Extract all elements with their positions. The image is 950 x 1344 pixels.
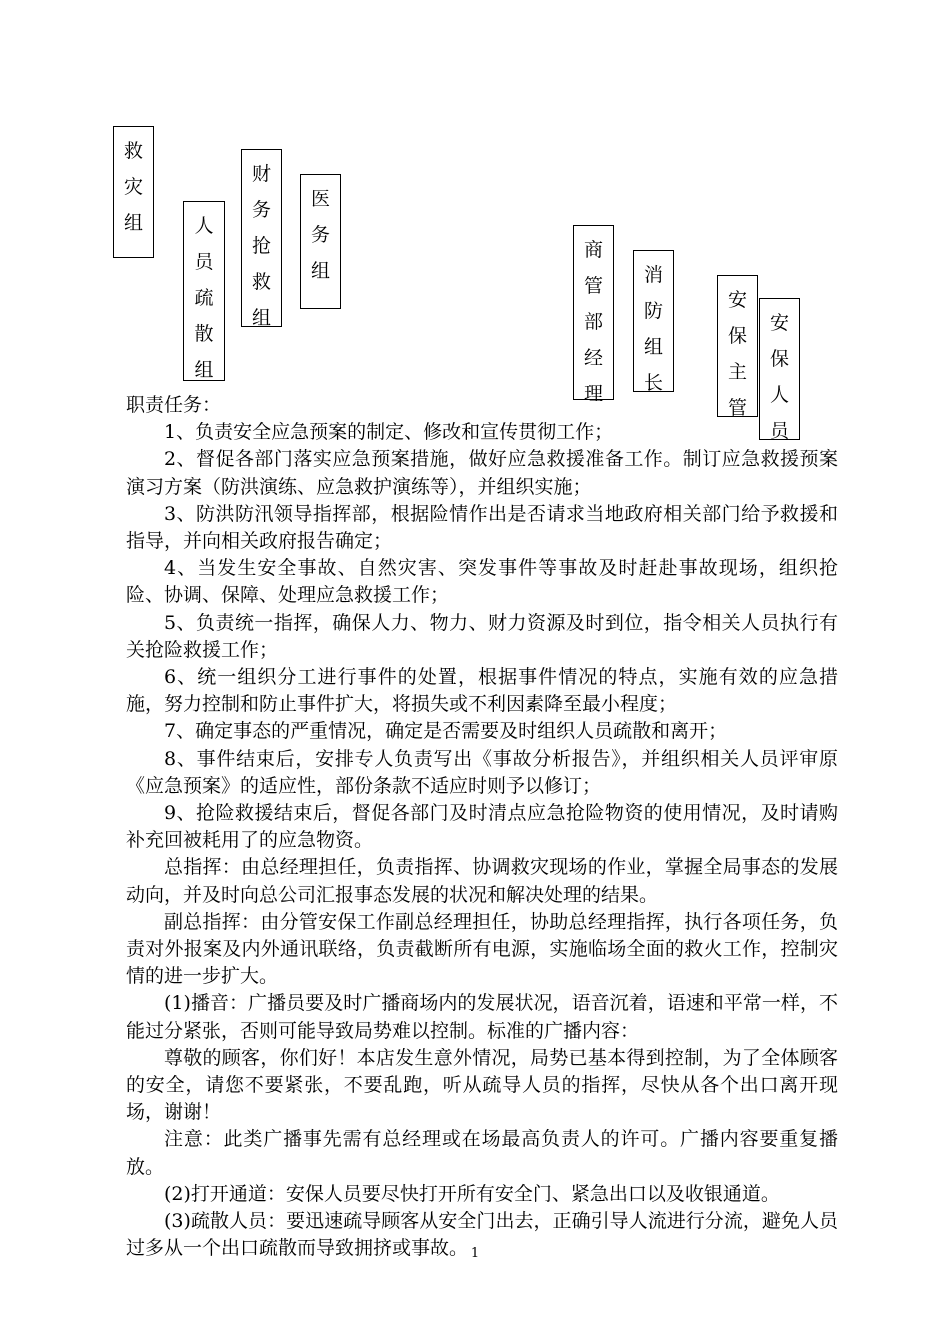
- duty-item-6: 6、统一组织分工进行事件的处置，根据事件情况的特点，实施有效的应急措施，努力控制和防止事件扩大，将损失或不利因素降至最小程度；: [126, 666, 838, 716]
- org-box-char: 组: [310, 260, 330, 282]
- open-passage-paragraph: (2)打开通道：安保人员要尽快打开所有安全门、紧急出口以及收银通道。: [164, 1182, 780, 1205]
- org-box-char: 安: [727, 289, 747, 311]
- org-box-char: 经: [583, 347, 603, 369]
- broadcast-paragraph: (1)播音：广播员要及时广播商场内的发展状况，语音沉着，语速和平常一样，不能过分紧张，否则可能导致局势难以控制。标准的广播内容：: [126, 992, 838, 1042]
- commander-paragraph: 总指挥：由总经理担任，负责指挥、协调救灾现场的作业，掌握全局事态的发展动向，并及时向总公司汇报事态发展的状况和解决处理的结果。: [126, 856, 838, 906]
- org-box-label: [114, 133, 153, 241]
- org-box-char: 保: [727, 325, 747, 347]
- org-box-evacuation-group: [183, 201, 225, 381]
- org-box-char: 管: [583, 275, 603, 297]
- org-box-char: 救: [123, 140, 143, 162]
- org-box-label: [184, 208, 224, 388]
- org-box-char: 组: [251, 307, 271, 329]
- duty-item-9: 9、抢险救援结束后，督促各部门及时清点应急抢险物资的使用情况，及时请购补充回被耗用了的应急物资。: [126, 802, 838, 852]
- org-box-char: 务: [251, 199, 271, 221]
- org-box-char: 散: [194, 323, 214, 345]
- duty-item-5: 5、负责统一指挥，确保人力、物力、财力资源及时到位，指令相关人员执行有关抢险救援工作；: [126, 611, 838, 661]
- org-box-medical-group: [300, 174, 341, 309]
- broadcast-content-paragraph: 尊敬的顾客，你们好！本店发生意外情况，局势已基本得到控制，为了全体顾客的安全，请您不要紧张，不要乱跑，听从疏导人员的指挥，尽快从各个出口离开现场，谢谢！: [126, 1046, 838, 1124]
- org-box-char: 防: [643, 300, 663, 322]
- duty-item-4: 4、当发生安全事故、自然灾害、突发事件等事故及时赶赴事故现场，组织抢险、协调、保障、处理应急救援工作；: [126, 557, 838, 607]
- note-paragraph: 注意：此类广播事先需有总经理或在场最高负责人的许可。广播内容要重复播放。: [126, 1128, 838, 1178]
- duty-item-7: 7、确定事态的严重情况，确定是否需要及时组织人员疏散和离开；: [164, 720, 728, 743]
- org-box-char: 理: [583, 383, 603, 405]
- org-box-label: [301, 181, 340, 289]
- org-box-char: 管: [727, 397, 747, 419]
- org-box-char: 保: [769, 348, 789, 370]
- org-box-char: 务: [310, 224, 330, 246]
- page-number: 1: [470, 1246, 480, 1261]
- org-box-char: 医: [310, 188, 330, 210]
- duty-item-2: 2、督促各部门落实应急预案措施，做好应急救援准备工作。制订应急救援预案演习方案（防洪演练、应急救护演练等），并组织实施；: [126, 448, 838, 498]
- org-box-finance-rescue-group: [241, 149, 282, 327]
- org-box-rescue-group: [113, 126, 154, 258]
- org-box-label: [634, 257, 673, 401]
- org-box-char: 安: [769, 312, 789, 334]
- org-box-char: 消: [643, 264, 663, 286]
- document-body: [126, 392, 838, 1263]
- org-box-char: 救: [251, 271, 271, 293]
- org-box-label: [242, 156, 281, 336]
- org-box-char: 主: [727, 361, 747, 383]
- org-box-char: 商: [583, 239, 603, 261]
- org-box-char: 部: [583, 311, 603, 333]
- duty-item-1: 1、负责安全应急预案的制定、修改和宣传贯彻工作；: [164, 421, 614, 444]
- org-box-char: 员: [194, 251, 214, 273]
- org-box-char: 人: [194, 215, 214, 237]
- org-box-label: [574, 232, 613, 412]
- evacuation-paragraph: (3)疏散人员：要迅速疏导顾客从安全门出去，正确引导人流进行分流，避免人员过多从一个出口疏散而导致拥挤或事故。: [126, 1210, 838, 1260]
- org-box-char: 疏: [194, 287, 214, 309]
- duty-item-3: 3、防洪防汛领导指挥部，根据险情作出是否请求当地政府相关部门给予救援和指导，并向相关政府报告确定；: [126, 502, 838, 553]
- org-box-char: 组: [643, 336, 663, 358]
- duty-item-8: 8、事件结束后，安排专人负责写出《事故分析报告》，并组织相关人员评审原《应急预案》的适应性，部份条款不适应时则予以修订；: [126, 747, 838, 797]
- org-box-fire-chief: [633, 250, 674, 392]
- section-heading: 职责任务：: [126, 394, 222, 416]
- org-box-business-manager: [573, 225, 614, 405]
- deputy-commander-paragraph: 副总指挥：由分管安保工作副总经理担任，协助总经理指挥，执行各项任务，负责对外报案及内外通讯联络，负责截断所有电源，实施临场全面的救火工作，控制灾情的进一步扩大。: [126, 910, 838, 988]
- org-box-char: 员: [769, 420, 789, 442]
- org-box-char: 人: [769, 384, 789, 406]
- org-box-char: 抢: [251, 235, 271, 257]
- org-box-char: 组: [123, 212, 143, 234]
- org-box-char: 长: [643, 372, 663, 394]
- org-box-char: 财: [251, 163, 271, 185]
- org-box-char: 组: [194, 359, 214, 381]
- org-box-char: 灾: [123, 176, 143, 198]
